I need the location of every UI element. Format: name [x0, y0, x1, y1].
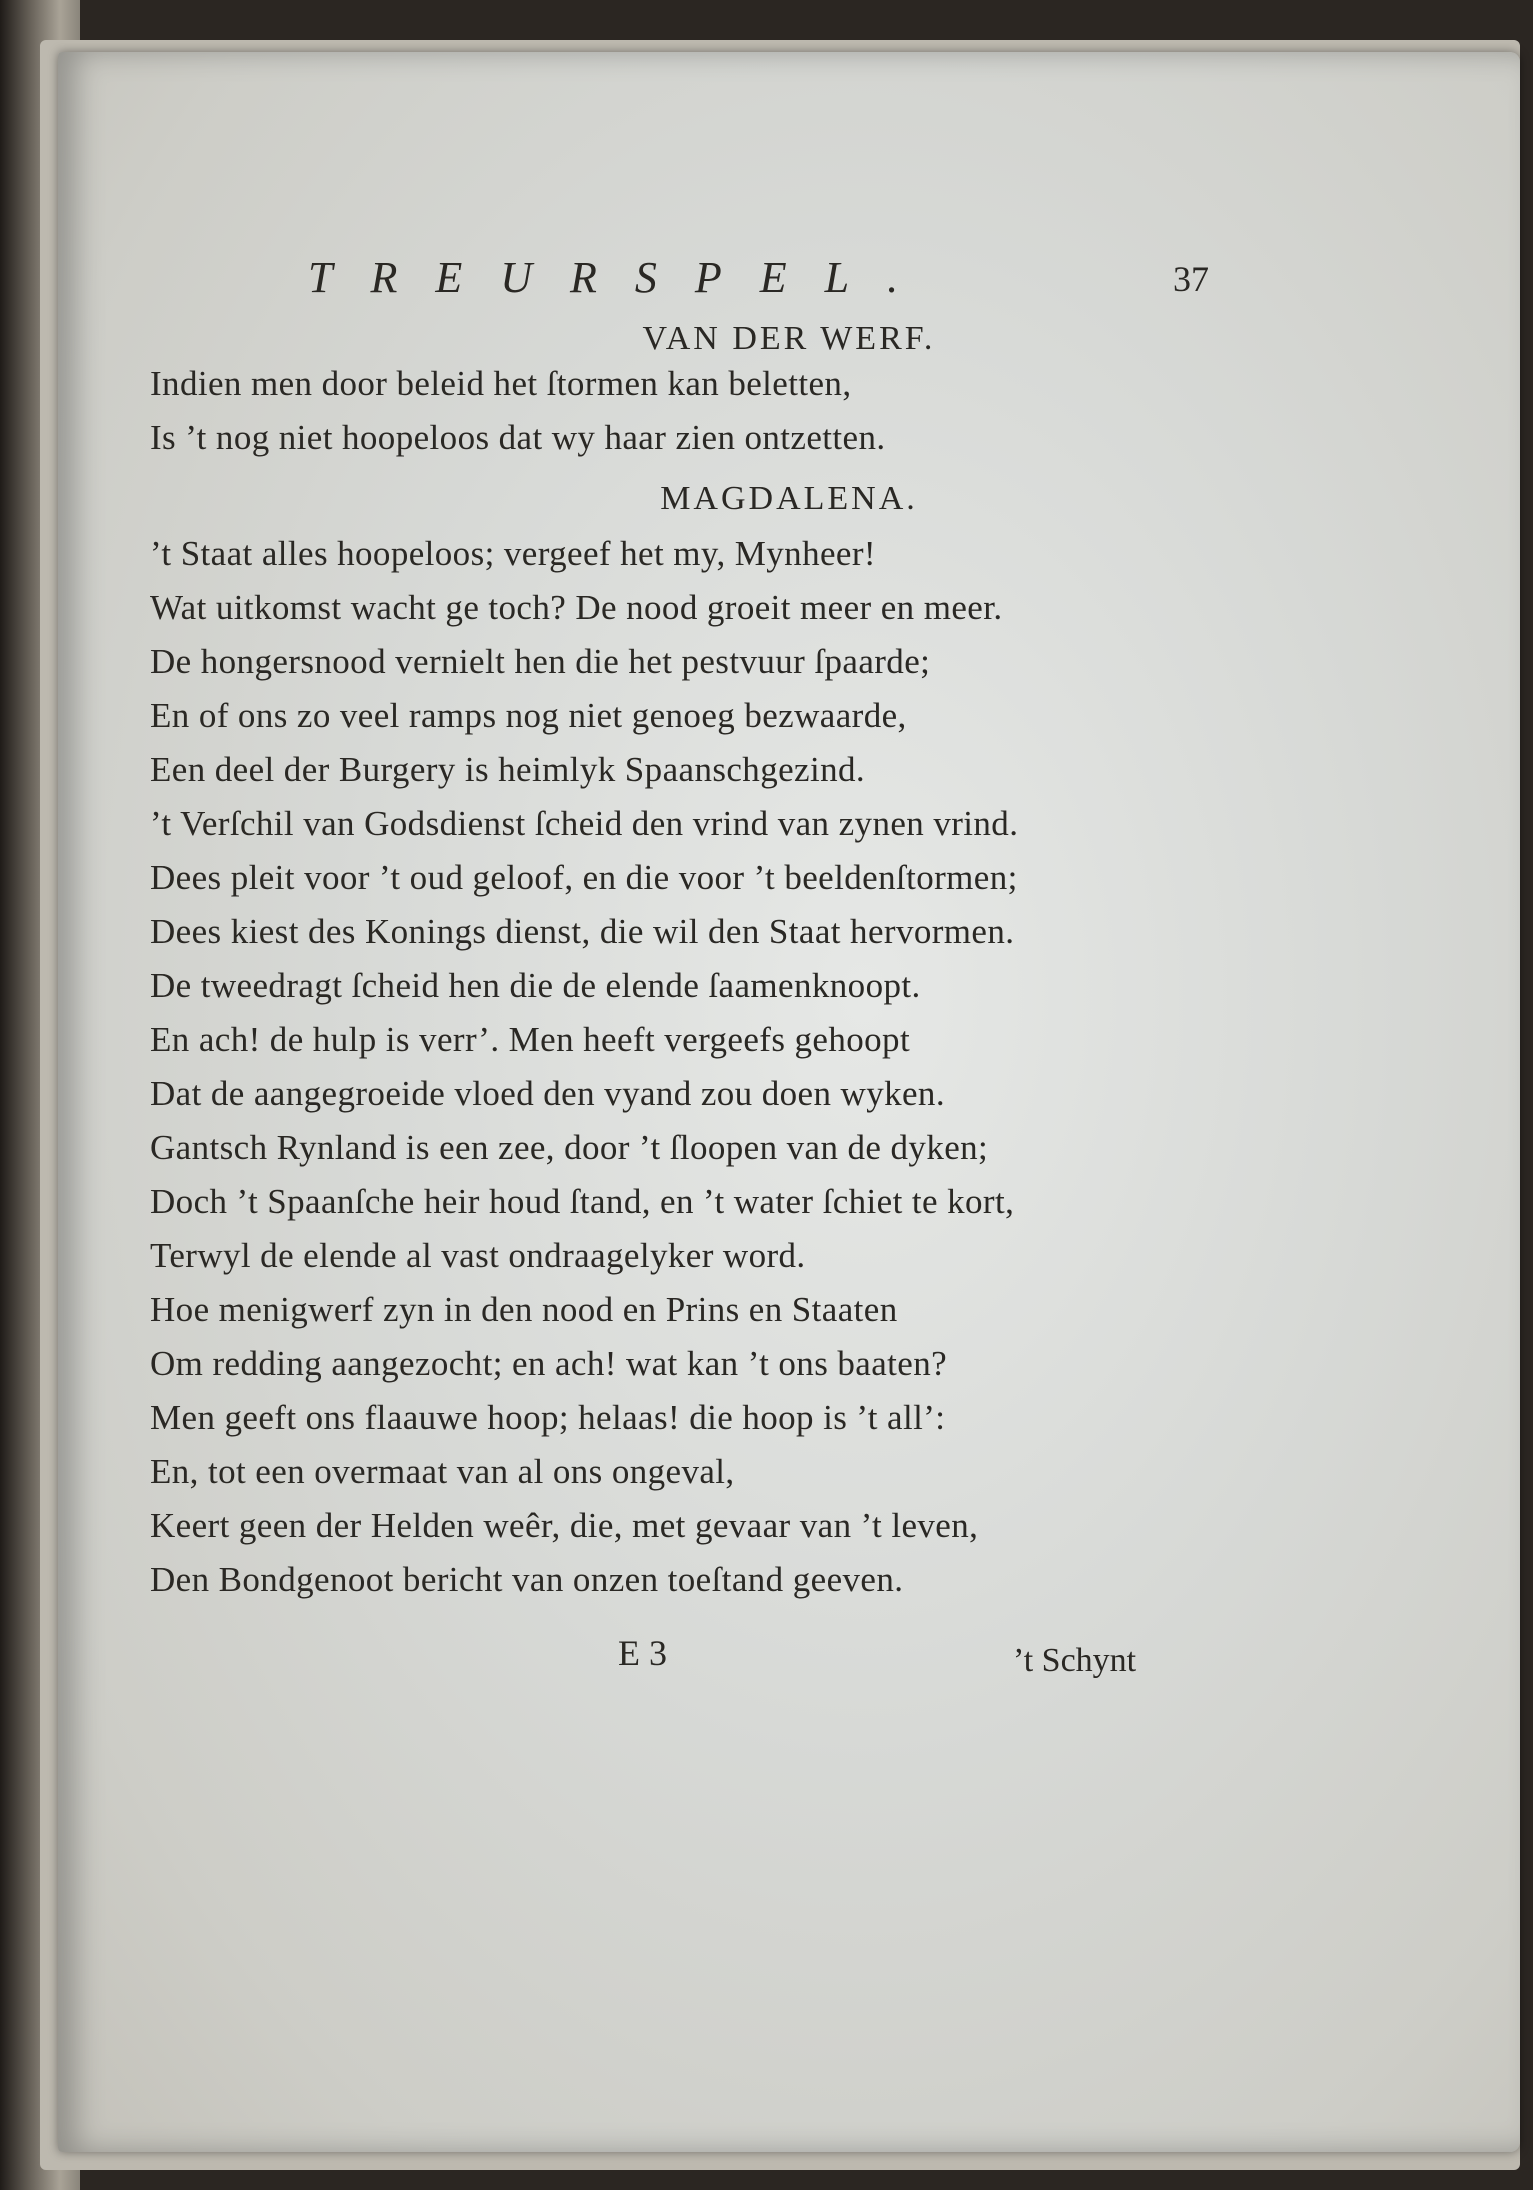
- verse-line: Hoe menigwerf zyn in den nood en Prins en Staaten: [150, 1290, 898, 1329]
- verse-line: Gantsch Rynland is een zee, door ’t ſloopen van de dyken;: [150, 1128, 989, 1167]
- verse-line: Wat uitkomst wacht ge toch? De nood groeit meer en meer.: [150, 588, 1003, 627]
- verse-line: Dees kiest des Konings dienst, die wil den Staat hervormen.: [150, 912, 1015, 951]
- verse-line: En ach! de hulp is verr’. Men heeft vergeefs gehoopt: [150, 1020, 911, 1059]
- verse-line: De hongersnood vernielt hen die het pestvuur ſpaarde;: [150, 642, 931, 681]
- verse-line: Keert geen der Helden weêr, die, met gevaar van ’t leven,: [150, 1506, 979, 1545]
- speaker-magdalena: MAGDALENA.: [660, 480, 918, 517]
- verse-line: Een deel der Burgery is heimlyk Spaanschgezind.: [150, 750, 866, 789]
- verse-line: ’t Staat alles hoopeloos; vergeef het my, Mynheer!: [150, 534, 876, 573]
- catchword: ’t Schynt: [1013, 1642, 1137, 1679]
- page-number: 37: [1173, 259, 1209, 299]
- speaker-van-der-werf: VAN DER WERF.: [642, 320, 936, 357]
- verse-line: En, tot een overmaat van al ons ongeval,: [150, 1452, 735, 1491]
- verse-line: Om redding aangezocht; en ach! wat kan ’t ons baaten?: [150, 1344, 948, 1383]
- verse-line: Is ’t nog niet hoopeloos dat wy haar zien ontzetten.: [150, 418, 886, 457]
- verse-line: Den Bondgenoot bericht van onzen toeſtand geeven.: [150, 1560, 904, 1599]
- verse-line: Dees pleit voor ’t oud geloof, en die voor ’t beeldenſtormen;: [150, 858, 1018, 897]
- verse-line: Dat de aangegroeide vloed den vyand zou doen wyken.: [150, 1074, 945, 1113]
- verse-line: Doch ’t Spaanſche heir houd ſtand, en ’t water ſchiet te kort,: [150, 1182, 1015, 1221]
- signature-mark: E 3: [618, 1633, 667, 1673]
- running-head-title: TREURSPEL.: [308, 253, 937, 302]
- verse-line: Indien men door beleid het ſtormen kan beletten,: [150, 364, 852, 403]
- verse-line: Terwyl de elende al vast ondraagelyker word.: [150, 1236, 806, 1275]
- verse-line: Men geeft ons flaauwe hoop; helaas! die hoop is ’t all’:: [150, 1398, 946, 1437]
- book-page: [58, 52, 1520, 2152]
- verse-line: De tweedragt ſcheid hen die de elende ſaamenknoopt.: [150, 966, 921, 1005]
- verse-line: ’t Verſchil van Godsdienst ſcheid den vrind van zynen vrind.: [150, 804, 1019, 843]
- running-head: [308, 252, 1308, 322]
- verse-line: En of ons zo veel ramps nog niet genoeg bezwaarde,: [150, 696, 907, 735]
